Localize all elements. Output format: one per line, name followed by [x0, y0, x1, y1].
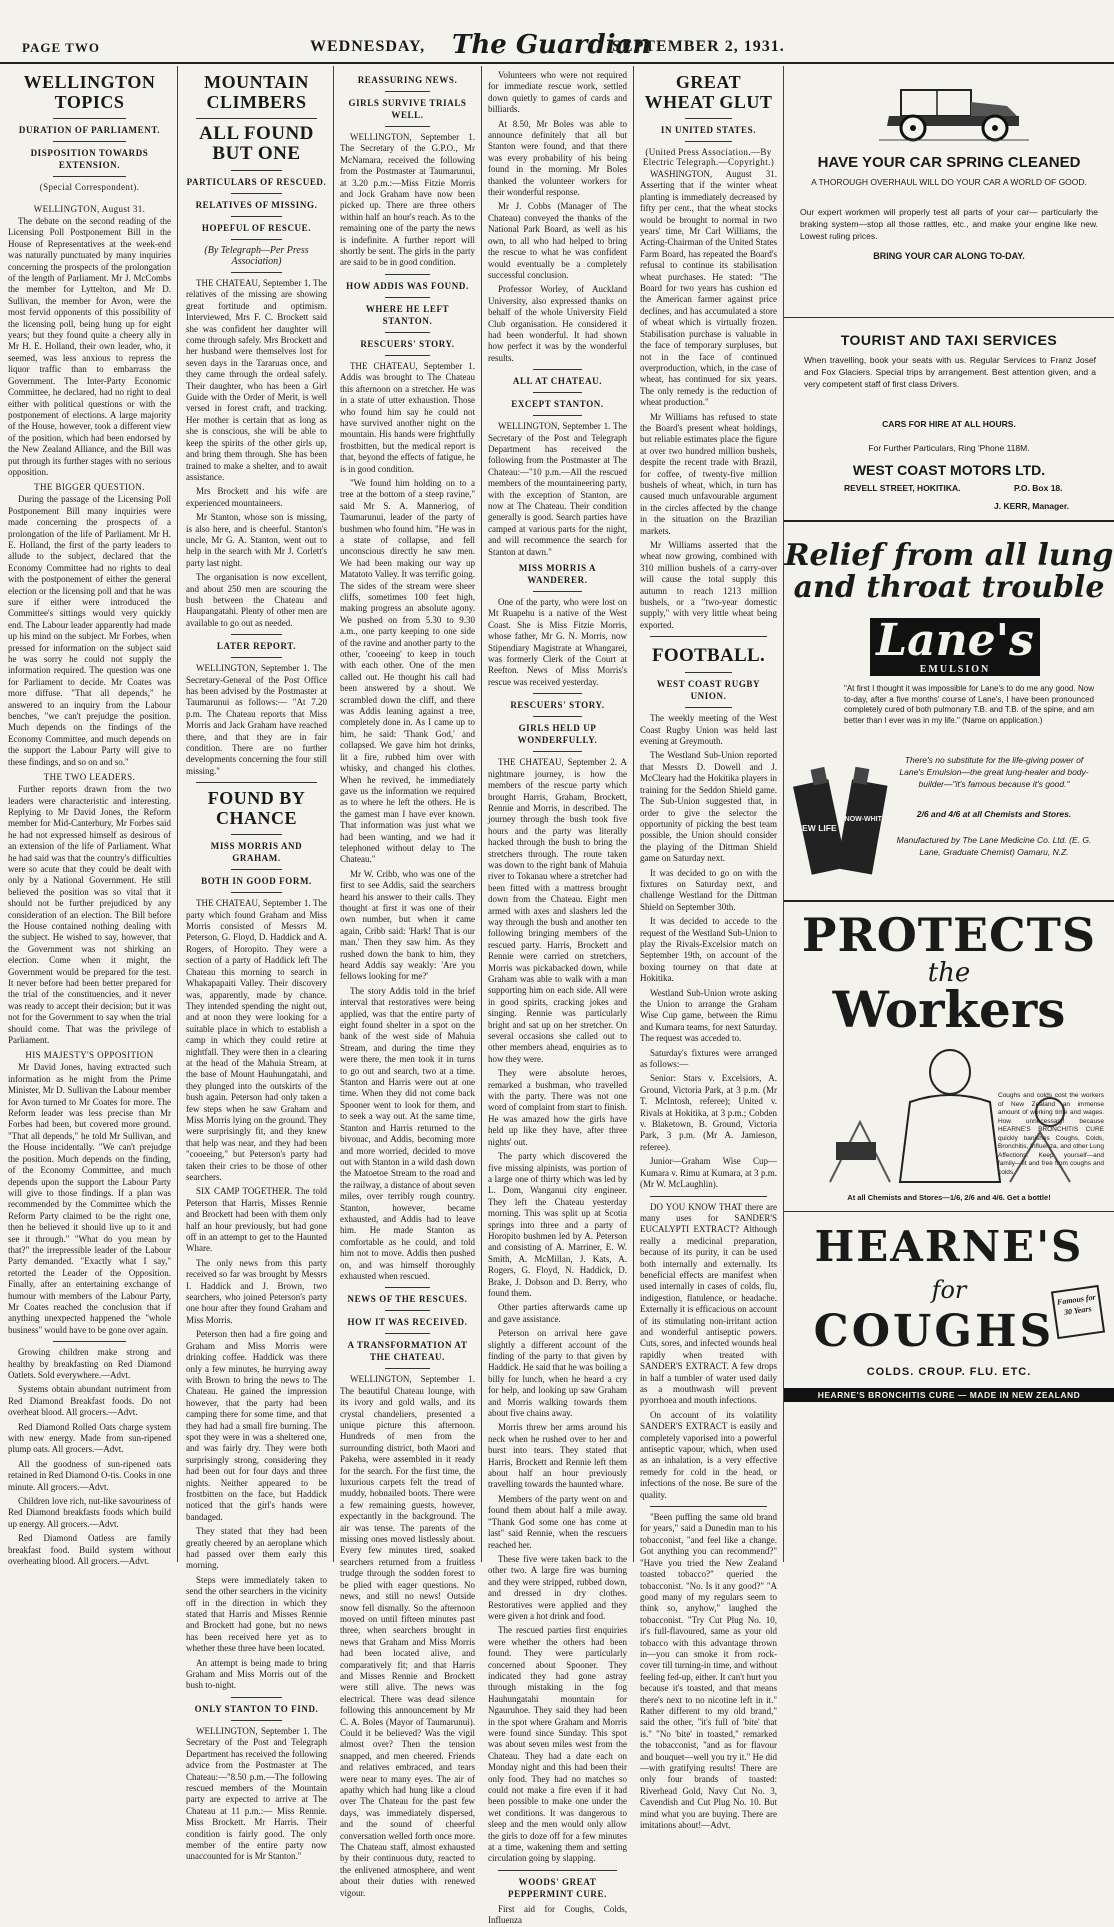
lanes-logo	[870, 615, 1040, 676]
divider	[533, 751, 582, 752]
section-heading: THE BIGGER QUESTION.	[34, 482, 145, 493]
subheading: HOPEFUL OF RESCUE.	[201, 223, 312, 233]
divider	[533, 369, 582, 370]
divider	[231, 657, 282, 658]
divider	[231, 634, 282, 635]
paragraph: WASHINGTON, August 31. Asserting that if the winter wheat planting is immediately decreased by fifty per cent., that the wheat stocks would be brought to normal in two years' time, Mr Carl Williams, the Acting-Chairman of the United States Farm Board, has repeated the Board's refusal to continue its stabilisation wheat purchases. He stated: "The Board for two years has cushion ed the American farmer against price declines, and has accumulated a store of wheat which is virtually frozen. Stabilisation purchase is valuable in the face of temporary surpluses, but not in the face of continued overproduction, which, in the case of wheat, has continued for six years. The only remedy is the reduction of wheat production."	[640, 169, 777, 408]
lanes-headline-2: and throat trouble	[793, 570, 1105, 605]
advert-taxi-services	[784, 318, 1114, 522]
lanes-testimonial: "At first I thought it was impossible for Lane's to do me any good. Now to-day, after a five months' course of Lane's, I have been pronounced completely cured of both pulmonary T.B. and T.B. of the spine, and am better than I ever was in my life." (Name on application.)	[844, 684, 1094, 725]
byline: (By Telegraph—Per Press Association)	[204, 245, 309, 267]
article-title: GREAT WHEAT GLUT	[644, 72, 773, 112]
paragraph: Senior: Stars v. Excelsiors, A. Ground, Victoria Park, at 3 p.m. (Mr T. McIntosh, referee); United v. Rivals at Hokitika, at 3 p.m.; Cobden v. Blaketown, B. Ground, Victoria Park, 3 p.m. (Mr A. Jamieson, referee).	[640, 1073, 777, 1152]
page-number: PAGE TWO	[22, 40, 100, 55]
advert-paragraph: Children love rich, nut-like savouriness of Red Diamond breakfasts foods which build up energy. All grocers.—Advt.	[8, 1496, 171, 1529]
hearnes-brand: HEARNE'S	[814, 1222, 1084, 1271]
firm-name: WEST COAST MOTORS LTD.	[852, 462, 1046, 478]
paragraph: WELLINGTON, September 1. The beautiful Chateau lounge, with its ivory and gold walls, and its crystal chandeliers, presented a unique picture this afternoon. Hundreds of men from the surrounding district, both Maori and Pakeha, were assembled in it ready for the search. For the first time, the luxurious carpets felt the tread of muddy, hobnailed boots. There were a few remaining guests, however, expectantly in the background. The air was tense. The parents of the missing ones moved listlessly about. Every few minutes tired, soaked searchers returned from a fruitless trudge through the sodden forest to be plied with eager questions. No news, and still no news! Outside snow fell dismally. So the afternoon moved on until fifteen minutes past three, when searchers brought in news that Graham and Miss Morris had been located alive, and comparatively fit; and that Harris and Misses Rennie and Brockett were still alive. The news was electrical. There was dead silence following this announcement by Mr C. A. Boles (Mayor of Taumarunui). Could it be believed? Was the vigil almost over? Then the tension snapped, and men cheered. Friends and relatives embraced, and tears were near to many eyes. The air of apathy which had hung like a cloud over The Chateau for the past few days, was immediately dispersed, and the sound of cheerful conversation welled forth once more. The Chateau staff, almost exhausted by their continuous duty, reacted to the enlivened atmosphere, and went about their duties with renewed vigour.	[340, 1374, 475, 1898]
divider	[385, 332, 430, 333]
divider	[685, 672, 732, 673]
divider	[231, 272, 282, 273]
paragraph: WELLINGTON, September 1. The Secretary of the Post and Telegraph Department has received the following from the Postmaster at The Chateau:—"10 p.m.—All the rescued members of the mountaineering party, with the exception of Stanton, are now at The Chateau. Their condition generally is good. Search parties have camped at various parts for the night, and will recommence the search for Stanton at dawn."	[488, 421, 627, 557]
section-heading: NEWS OF THE RESCUES.	[347, 1294, 468, 1305]
divider	[385, 1310, 430, 1311]
section-heading: ALL AT CHATEAU.	[512, 376, 603, 387]
divider	[498, 1870, 617, 1871]
hearnes-price: At all Chemists and Stores—1/6, 2/6 and 4/6. Get a bottle!	[847, 1193, 1051, 1202]
advert-car-service	[784, 66, 1114, 318]
hearnes-for: for	[931, 1276, 967, 1304]
subheading: HOW IT WAS RECEIVED.	[347, 1317, 468, 1328]
article-title: WELLINGTON TOPICS	[23, 72, 156, 112]
taxi-ad-body: When travelling, book your seats with us. Regular Services to Franz Josef and Fox Glaciers. Special trips by arrangement. Best attention given, and a very competent staff of first class Drivers.	[804, 355, 1096, 389]
divider	[650, 1506, 767, 1507]
divider	[650, 1196, 767, 1197]
section-heading: THE TWO LEADERS.	[43, 772, 136, 783]
paragraph: The Westland Sub-Union reported that Messrs D. Dowell and J. McCleary had the Hokitika players in training for the Seddon Shield game. The Sub-Union suggested that, in order to give the selector the opportunity of picking the best team possible, the Union should consider the playing of the Dittman Shield game on Saturday next.	[640, 750, 777, 864]
paragraph: One of the party, who were lost on Mt Ruapehu is a native of the West Coast. She is Miss Fitzie Morris, whose father, Mr G. N. Morris, now Stipendiary Magistrate at Whangarei, was formerly Clerk of the Court at Reefton. News of Miss Morris's rescue was received yesterday.	[488, 597, 627, 687]
subheading: RESCUERS' STORY.	[510, 700, 605, 711]
subheading: WEST COAST RUGBY UNION.	[656, 679, 761, 702]
paragraph: The organisation is now excellent, and about 250 men are scouring the bush between the Chateau and Haupangatahi. Plenty of other men are available to go out as needed.	[186, 572, 327, 628]
paragraph: Westland Sub-Union wrote asking the Union to arrange the Graham Wise Cup game, between the Rimu and Kumara teams, for next Saturday. The request was acceded to.	[640, 987, 777, 1044]
column-wheat-football	[634, 66, 784, 1831]
divider	[231, 1720, 282, 1721]
subheading: WHERE HE LEFT STANTON.	[365, 303, 450, 326]
paragraph: Mrs Brockett and his wife are experienced mountaineers.	[186, 486, 327, 508]
advert-lanes-emulsion	[784, 522, 1114, 1212]
byline: (United Press Association.—By Electric Telegraph.—Copyright.)	[642, 147, 775, 167]
divider	[231, 892, 282, 893]
divider	[231, 193, 282, 194]
paragraph: The debate on the second reading of the Licensing Poll Postponement Bill in the House of Representatives at the week-end was naturally punctuated by many inquiries concerning the prospects of the prolongation of the length of Parliament. Mr J. McCombs the member for Lyttelton, and Mr D. Sullivan, the member for Avon, were the most fervid opponents of this possibility of the licensing poll, being hung up for eight years; but they found quite a cheery ally in Mr H. E. Holland, their own leader, who, it seemed, was less anxious to repress the liquor traffic than to embarrass the Government. The Inter-Party Economic Committee, he declared, had no right to deal either with political questions or with the postponement of elections. A large majority of the House, however, took a different view of the position, which had been endorsed by the New Zealand Alliance, and the Bill was put through its further stages with no serious opposition.	[8, 216, 171, 477]
paragraph: THE CHATEAU, September 2. A nightmare journey, is how the members of the rescue party which brought Harris, Graham, Brockett, Rennie and Morris, in described. The journey through the bush took five hours and the party was literally hacked through the bush to bring the stretchers through. The route taken was down to the right bank of Mahuia river to Tokanau where a stretcher had been fitted with a mattress brought down from the Chateau. Eight men armed with axes and slashers led the way through the bush and another ten following bringing members of the rescued party. Harris, Brockett and Rennie were carried on stretchers, Morris was pickabacked down, while Graham was able to walk with a man supporting him on each side. All were in good spirits, cracking jokes and singing. Rennie was particularly bright and sat up on her stretcher. On several occasions she called out to other members ahead, enquiries as to how they were.	[488, 757, 627, 1064]
section-heading: HIS MAJESTY'S OPPOSITION	[25, 1050, 154, 1061]
protects-headline: PROTECTS	[801, 908, 1097, 962]
paragraph: An attempt is being made to bring Graham and Miss Morris out of the bush to-night.	[186, 1657, 327, 1691]
column-reassuring-news	[334, 66, 482, 1898]
paragraph: At 8.50, Mr Boles was able to announce definitely that all but Stanton were found, and that there was every probability of his being found in the morning. Mr Boles thanked the volunteer workers for their wonderful response.	[488, 118, 627, 198]
bottle-label-new-life: NEW LIFE	[796, 823, 837, 833]
paragraph: Mr Williams asserted that the wheat now growing, combined with 310 million bushels of a carry-over will cause the total supply this autumn to reach 1213 million bushels, or a "two-year domestic supply," with very little wheat being exported.	[640, 540, 777, 630]
paragraph: SIX CAMP TOGETHER. The told Peterson that Harris, Misses Rennie and Brockett had been with them only half an hour previously, but had gone off in an attempt to get to the Haunted Whare.	[186, 1186, 327, 1254]
paragraph: THE CHATEAU, September 1. The party which found Graham and Miss Morris consisted of Messrs M. Peterson, G. Floyd, D. Haddick and A. Rogers, of Horopito. They were a section of a party of Haddick left The Chateau this morning to search in Whakapapaiti Valley. Their discovery was, apparently, made by chance. They intended spending the night out, and at noon they were looking for a suitable place in which to establish a camp in which they could retire at nightfall. They were then in a clearing at the head of the Mahuia Stream, at the base of Mount Hauhungatahi, and they plunged into the outskirts of the bush again. Peterson had only taken a few steps when he saw Graham and Miss Morris lying on the ground. They were surprisingly fit, and they knew that help was near, and they had been "cooeeing," but Peterson's party had taken their cries to be those of other searchers.	[186, 898, 327, 1182]
hearnes-stripe: HEARNE'S BRONCHITIS CURE — MADE IN NEW ZEALAND	[784, 1388, 1114, 1402]
lanes-maker: Manufactured by The Lane Medicine Co. Ltd. (E. G. Lane, Graduate Chemist) Oamaru, N.Z.	[896, 835, 1092, 857]
lanes-emulsion-label: EMULSION	[919, 664, 991, 675]
paragraph: "Been puffing the same old brand for years," said a Dunedin man to his tobacconist, "and feel like a change. Got anything you can recommend?" "Have you tried the New Zealand toasted tobacco?" queried the tobacconist. "No. Is it any good?" "A good many of my regulars seem to think so, anyhow," laughed the tobacconist. "Try Cut Plug No. 10, it's full-flavoured, same as your old tobacco with this advantage thrown in—you can smoke it from rock-cover till turning-in time, and without feeling fed-up, either. It can't hurt you because it's toasted, and that means there's next to no nicotine left in it." Rather different to my old brand," said the other, "it's full of 'bite' that is." "No 'bite' in toasted," remarked the tobacconist, "and as for flavour and bouquet—well you try it." He did—with gratifying results! There are only four brands of toasted: Riverhead Gold, Navy Cut No. 3, Cavendish and Cut Plug No. 10. But mind what you are buying. There are imitations about!—Advt.	[640, 1512, 777, 1831]
hearnes-description: Coughs and colds cost the workers of New Zealand an immense amount of working time and wages. How unnecessary! because HEARNE'S BRONCHITIS CURE quickly banishes Coughs, Colds, Bronchitis, Influenza, and other Lung Affections. Keep yourself—and family—fit and free from coughs and colds.	[998, 1092, 1104, 1176]
paragraph: Morris threw her arms around his neck when he rushed over to her and burst into tears. They stated that Harris, Brockett and Rennie left them about half an hour previously travelling towards the haunted whare.	[488, 1422, 627, 1490]
hearnes-coughs: COUGHS	[813, 1306, 1055, 1357]
firm-manager: J. KERR, Manager.	[994, 501, 1070, 511]
column-advertisements	[784, 66, 1114, 1562]
paragraph: THE CHATEAU, September 1. Addis was brought to The Chateau this afternoon on a stretcher. He was in a state of utter exhaustion. Those who found him say he could not have survived another night on the mountain. His hands were frightfully frostbitten, but the medical report is that, beyond the effects of fatigue, he is in good condition.	[340, 360, 475, 474]
paragraph: The rescued parties first enquiries were whether the others had been found. They were particularly concerned about Spooner. They indicated they had gone astray through mistaking in the fog Hauhungatahi mountain for Ngauruhoe. They said they had been in the spot where Graham and Morris were found since Sunday. This spot was about seven miles west from the Chateau. They had a date each on Monday night and this had been their only food. They had no matches so could not make a fire even if it had been possible to make one under the wet conditions. It was dangerous to sleep and the men would only allow the girls to doze off for a few minutes at a time, wakening them and setting circulation going by slapping.	[488, 1625, 627, 1864]
section-heading: WOODS' GREAT PEPPERMINT CURE.	[508, 1876, 607, 1899]
paragraph: WELLINGTON, September 1. The Secretary-General of the Post Office has been advised by the Postmaster at Taumarunui as follows:— "At 7.20 p.m. The Chateau reports that Miss Morris and Jack Graham have reached there, and that they are in fair condition. There are no further developments concerning the four still missing."	[186, 663, 327, 776]
divider	[231, 834, 282, 835]
taxi-ad-phone: For Further Particulars, Ring 'Phone 118M.	[868, 443, 1030, 453]
paragraph: Peterson on arrival here gave slightly a different account of the finding of the party to that given by Haddick. He said that he was boiling a billy for lunch, when he heard a cry for help, and looking up saw Graham and Morris walking towards them about five chains away.	[488, 1328, 627, 1419]
subheading: GIRLS SURVIVE TRIALS WELL.	[348, 98, 467, 120]
taxi-ad-heading: TOURIST AND TAXI SERVICES	[840, 332, 1058, 348]
divider	[53, 1341, 126, 1342]
divider	[231, 239, 282, 240]
article-title: FOOTBALL.	[651, 645, 766, 667]
section-heading: HOW ADDIS WAS FOUND.	[346, 280, 469, 291]
car-ad-cta: BRING YOUR CAR ALONG TO-DAY.	[873, 251, 1025, 261]
subheading: RELATIVES OF MISSING.	[195, 200, 318, 210]
byline: (Special Correspondent).	[39, 182, 140, 192]
divider	[53, 141, 126, 142]
divider	[385, 91, 430, 92]
paragraph: Other parties afterwards came up and gave assistance.	[488, 1302, 627, 1324]
advert-paragraph: All the goodness of sun-ripened oats retained in Red Diamond O-tis. Cooks in one minute. All grocers.—Advt.	[8, 1458, 171, 1492]
hearnes-conditions: COLDS. CROUP. FLU. ETC.	[866, 1366, 1032, 1378]
article-title: FOUND BY CHANCE	[207, 788, 306, 829]
car-ad-subheading: A THOROUGH OVERHAUL WILL DO YOUR CAR A WORLD OF GOOD.	[811, 177, 1087, 187]
divider	[685, 118, 732, 119]
paragraph: THE CHATEAU, September 1. The relatives of the missing are showing great fortitude and optimism. Interviewed, Mrs F. C. Brockett said she was confident her daughter will come through safely. Mrs Brockett and her husband were themselves lost for seven days in the Tararuas once, and they came through the ordeal safely. Their daughter, who has been a Girl Guide with the Order of Merit, is well versed in forest craft, and tracking. Her mother is certain that as long as she is conscious, she will be able to keep the spirits of the other girls up, and bring them through. She has been trained to make a shelter, and to await assistance.	[186, 278, 327, 482]
paragraph: Mr Stanton, whose son is missing, is also here, and is cheerful. Stanton's uncle, Mr G. A. Stanton, went out to help in the search with Mr J. Corlett's party last night.	[186, 512, 327, 568]
protects-the: the	[927, 958, 971, 988]
article-title-secondary: ALL FOUND BUT ONE	[199, 123, 314, 164]
subheading: RESCUERS' STORY.	[360, 338, 455, 349]
paragraph: First aid for Coughs, Colds, Influenza	[488, 1903, 627, 1926]
bottle-label-snow: SNOW-WHITE	[840, 816, 887, 823]
divider	[385, 1333, 430, 1334]
paragraph: WELLINGTON, September 1. The Secretary of the Post and Telegraph Department has received the following advice from the Postmaster at The Chateau:—"8.50 p.m.—The following rescued members of the Mountain party are expected to arrive at The Chateau at 11 p.m.:— Miss Rennie. Miss Brockett. Mr Harris. Their condition is fairly good. The only member of the entire party now unaccounted for is Mr Stanton."	[186, 1725, 327, 1862]
subheading: EXCEPT STANTON.	[511, 399, 604, 410]
divider	[533, 591, 582, 592]
divider	[685, 707, 732, 708]
divider	[385, 355, 430, 356]
car-ad-heading: HAVE YOUR CAR SPRING CLEANED	[817, 154, 1081, 171]
section-heading: ONLY STANTON TO FIND.	[194, 1703, 319, 1714]
car-ad-body: Our expert workmen will properly test all parts of your car— particularly the braking system—stop all those rattles, etc., and make your engine like new. Lowest ruling prices.	[800, 207, 1098, 241]
dateline: WELLINGTON, August 31.	[33, 204, 146, 214]
car-illustration	[879, 76, 1029, 144]
workers-headline: Workers	[832, 980, 1066, 1039]
paragraph: Peterson then had a fire going and Graham and Miss Morris were drinking coffee. Haddick was there only a few minutes, he hurrying away with Brown to bring the news to The Chateau. He gained the impression however, that the party had been camping there for some time, and that they had had a small fire burning. The spot they were in was a sheltered one, and was fairly dry. They were both surprisingly strong, considering they had been out for four days and three nights. Neither appeared to be frostbitten on the face, but Haddick noticed that the girl's hands were bandaged.	[186, 1329, 327, 1522]
subheading: MISS MORRIS AND GRAHAM.	[210, 841, 303, 864]
subheading: A TRANSFORMATION AT THE CHATEAU.	[347, 1340, 468, 1363]
subheading: PARTICULARS OF RESCUED.	[186, 177, 327, 187]
paragraph: They stated that they had been greatly cheered by an aeroplane which had passed over them early this morning.	[186, 1526, 327, 1571]
advert-paragraph: Red Diamond Oatless are family breakfast food. Build system without overheating blood. All grocers.—Advt.	[8, 1533, 171, 1567]
divider	[385, 274, 430, 275]
masthead-day: WEDNESDAY,	[310, 38, 426, 55]
divider	[231, 170, 282, 171]
paragraph: Professor Worley, of Auckland University, also expressed thanks on behalf of the whole University Field Club organisation. He considered it had been wonderful. It had shown how perfect it was by the wonderful results.	[488, 284, 627, 363]
subheading: GIRLS HELD UP WONDERFULLY.	[517, 723, 598, 746]
paragraph: These five were taken back to the other two. A large fire was burning and they were stripped, rubbed down, and dressed in dry clothes. Restoratives were applied and they were given a hot drink and food.	[488, 1553, 627, 1621]
lanes-description: There's no substitute for the life-giving power of Lane's Emulsion—the great lung-healer and body-builder—"it's famous because it's good."	[899, 755, 1089, 789]
masthead	[0, 0, 1114, 64]
divider	[685, 141, 732, 142]
divider	[53, 118, 126, 119]
paragraph: Members of the party went on and found them about half a mile away. "Thank God some one has come at last" said Rennie, when the rescuers reached her.	[488, 1493, 627, 1550]
divider	[533, 415, 582, 416]
divider	[385, 297, 430, 298]
paragraph: Further reports drawn from the two leaders were characteristic and interesting. Replying to Mr David Jones, the Reform member for Mid-Canterbury, Mr Forbes said he had not expressed himself as desirous of an extension of the life of Parliament. What he had said was that the country's difficulties were so acute that they could be dealt with only by a National Government. He still believed the position was so vital that it should not be further prejudiced by any consideration of an election. The Bill before the House contained nothing dealing with the subject. He wished to say, however, that the Government was not shirking an election. Come when it might, the Government would be prepared for the test. It never before had been better prepared for the trial of the constituencies, and it never was ready to accept their decision; but it was not for the Government to say when the trial should come. That was the privilege of Parliament.	[8, 784, 171, 1046]
paragraph: They were absolute heroes, remarked a bushman, who travelled with the party. There was not one word of complaint from start to finish. He was amazed how the girls have held up like they have, after three nights' out.	[488, 1068, 627, 1147]
lanes-brand: Lane's	[876, 615, 1034, 666]
paragraph: Mr W. Cribb, who was one of the first to see Addis, said the searchers heard his answer to their calls. They thought at first it was one of their own number, but when it came again, Cribb said: 'Hark! That is our man.' Then they saw him. As they rushed down the bank to him, they heard Addis say weakly: 'Are you fellows looking for me?'	[340, 868, 475, 982]
firm-po-box: P.O. Box 18.	[1014, 483, 1063, 493]
paragraph: Volunteers who were not required for immediate rescue work, settled down quietly to games of cards and billiards.	[488, 70, 627, 115]
paragraph: Steps were immediately taken to send the other searchers in the vicinity off in the direction in which they stated that Harris and Misses Rennie and Brockett had gone, but no news has been received here yet as to whether these three have been located.	[186, 1574, 327, 1654]
lanes-headline-1: Relief from all lung	[784, 538, 1114, 573]
divider	[385, 1287, 430, 1288]
paragraph: The party which discovered the five missing alpinists, was portion of a large one of thirty which was led by L. Dom, Wanganui city engineer. They left the Chateau yesterday morning. This was split up at Scotia springs into three and a party of Horopito bushmen led by A. Peterson and consisting of A. Marriner, E. W. Smith, A. McMillan, J. Kats, A. Rogers, G. Floyd, N. Haddick, D. Brake, J. Dobson and D. Berry, who found them.	[488, 1151, 627, 1298]
famous-badge: Famous for 30 Years	[1051, 1285, 1105, 1339]
column-rescue-continued	[482, 66, 634, 1926]
advert-paragraph: Systems obtain abundant nutriment from Red Diamond Breakfast foods. Do not overheat blood. All grocers.—Advt.	[8, 1384, 171, 1418]
paragraph: Junior—Graham Wise Cup—Kumara v. Rimu at Kumara, at 3 p.m. (Mr W. McLaughlin).	[640, 1156, 777, 1190]
divider	[385, 1368, 430, 1369]
section-heading: LATER REPORT.	[216, 641, 297, 652]
firm-address: REVELL STREET, HOKITIKA.	[844, 483, 961, 493]
taxi-ad-hire: CARS FOR HIRE AT ALL HOURS.	[882, 419, 1016, 429]
divider	[196, 782, 317, 783]
subheading: DISPOSITION TOWARDS EXTENSION.	[30, 148, 149, 170]
paragraph: DO YOU KNOW THAT there are many uses for SANDER'S EUCALYPTI EXTRACT? Although really a medicinal preparation, because of its purity, it can be used both internally and externally. Its beneficial effects are manifest when used internally in cases of colds, flu, indigestion, flatulence, or headache. Externally it is efficacious on account of its stimulating non-irritant action and wonderful antiseptic powers. Cuts, sores, and infected wounds heal rapidly when treated with SANDER'S EXTRACT. A few drops in half a tumbler of water used daily as a mouthwash will prevent pyorrhoea and mouth infections.	[640, 1201, 777, 1406]
paragraph: During the passage of the Licensing Poll Postponement Bill many inquiries were made concerning the prospects of a prolongation of the life of Parliament. Mr H. E. Holland, the first of the party leaders to allude to the subject, declared that the Economy Committee had no rights to deal with the postponement of either the general election or the licensing poll and that he was sure if either were introduced the Committee's sittings would very quickly end. The Labour leader apparently had made up his mind on the subject. Mr Forbes, when pressed for information on the subject said he was sorry he could not supply the information required. The question was one for Parliament to decide. Mr Coates was more diffuse. "That all depends," he answered to an inquiry from the Labour benches, "we can't prejudge the position. Much depends on the findings of the Economy Committee, and much depends on the support the Labour Party will give to these findings, and so on and so."	[8, 494, 171, 767]
section-heading: REASSURING NEWS.	[357, 75, 458, 85]
divider	[231, 869, 282, 870]
advert-hearnes-coughs	[784, 1212, 1114, 1562]
divider	[650, 636, 767, 637]
divider	[53, 176, 126, 177]
column-wellington-topics	[2, 66, 178, 1567]
newspaper-title: The Guardian	[452, 30, 652, 60]
paragraph: WELLINGTON, September 1. The Secretary of the G.P.O., Mr McNamara, received the following from the Postmaster at Taumarunui, at 3.20 p.m.:—Miss Fitzie Morris and Jock Graham have now been picked up. There are three others within half an hour's reach. As to the remaining one of the party the news is indefinite. A further report will shortly be sent. The girls in the party are said to be in good condition.	[340, 132, 475, 268]
subheading: MISS MORRIS A WANDERER.	[518, 563, 597, 586]
advert-paragraph: Red Diamond Rolled Oats charge system with new energy. Made from sun-ripened plump oats. All grocers.—Advt.	[8, 1421, 171, 1455]
paragraph: "We found him holding on to a tree at the bottom of a steep ravine," said Mr S. A. Manneriog, of Taumarunui, leader of the party of bushmen who found him. "He was in a state of collapse, and fell unconscious directly he saw men. We had been making our way up Matatoto Valley. It was terrific going. The sides of the stream were sheer cliffs, sometimes 100 feet high, making progress an absolute agony. We pushed on from 5.30 to 9.30 a.m., one party keeping to one side of the ravine and another party to the other, 'cooeeing' to keep in touch with each other. One of the men called out. He thought his call had been answered by a shout. We scrambled down the cliff, and there was Addis leaning against a tree, completely done in. As I came up to him, he said: 'Thank God,' and collapsed. We gave him hot drinks, lit a fire, rubbed him over with whisky, and changed his clothes. When he revived, he immediately gave us the information we required as to where he left the others. He is the gamest man I have ever known. That information was just what we had been wanting, and we had it telephoned without delay to The Chateau."	[340, 477, 475, 865]
paragraph: It was decided to accede to the request of the Westland Sub-Union to play the Rivals-Excelsior match on September 19th, on account of the boxing tourney on that date at Hokitika.	[640, 916, 777, 984]
paragraph: The weekly meeting of the West Coast Rugby Union was held last evening at Greymouth.	[640, 713, 777, 747]
divider	[533, 392, 582, 393]
paragraph: Mr J. Cobbs (Manager of The Chateau) conveyed the thanks of the National Park Board, as well as his own, to all who had helped to bring the rescue to what he was confident would eventually be a completely successful conclusion.	[488, 201, 627, 280]
divider	[385, 126, 430, 127]
masthead-date: SEPTEMBER 2, 1931.	[612, 38, 785, 55]
advert-paragraph: Growing children make strong and healthy by breakfasting on Red Diamond Oatlets. Sold everywhere.—Advt.	[8, 1347, 171, 1380]
paragraph: On account of its volatility SANDER'S EXTRACT is easily and completely vaporised into a powerful antiseptic vapour, which, when used as an inhalation, is a very effective remedy for cold in the head, or infections of the nose. Be sure of the quality.	[640, 1409, 777, 1500]
subheading: DURATION OF PARLIAMENT.	[18, 125, 161, 135]
divider	[231, 216, 282, 217]
article-title: MOUNTAIN CLIMBERS	[204, 72, 309, 112]
divider	[533, 693, 582, 694]
paragraph: Mr Williams has refused to state the Board's present wheat holdings, but reliable estimates place the figure at over two hundred million bushels, despite the recent trade with Brazil, for coffee, of twenty-five million bushels of wheat, which, in turn has caused much unfavourable argument in the circles affected by the change in the situation on the Brazilian markets.	[640, 411, 777, 536]
paragraph: The story Addis told in the brief interval that restoratives were being applied, was that the entire party of eight found shelter in a spot on the bank of the west side of Mahuia Stream, and during the time they were there, the men took it in turns to go out and search, two at a time. Stanton and Harris were out at one time. When they did not come back Spooner went to look for them, and to seek a way out. At the same time, Stanton and Harris returned to the bivouac, and Addis, becoming more and more worried, decided to move out with Stanton in a wild dash down the Matoetoe Stream to the road and the railway, a distance of about seven miles, over terribly rough country. Stanton, however, became exhausted, and Addis had to leave him. He made Stanton as comfortable as he could, and told him not to move. Addis then pushed on, and was himself thoroughly exhausted when rescued.	[340, 985, 475, 1281]
paragraph: The only news from this party received so far was brought by Messrs I. Haddick and J. Brown, two searchers, who joined Peterson's party one hour after they found Graham and Miss Morris.	[186, 1257, 327, 1325]
column-mountain-climbers	[180, 66, 334, 1862]
paragraph: Saturday's fixtures were arranged as follows:—	[640, 1047, 777, 1070]
paragraph: Mr David Jones, having extracted such information as he might from the Prime Minister, Mr D. Sullivan the Labour member for Avon turned to Mr Coates for more. The Reform leader was less precise than Mr Forbes had been, but covered more ground. "That all depends," he told Mr Sullivan, and the House incidentally. "We can't prejudge the position. Much depends on the finding, of the Economy Committee, and much depends upon the support the Labour Party will give to those findings. If a plan was recommended by the Committee which the Reform Party claimed to be the right one, then he believed it should live up to it and see it through." "What do you mean by that?" the irrepressible leader of the Labour Party demanded. "Exactly what I say," retorted the Leader of the Opposition. Finally, after an entertaining exchange of humour with members of the Labour Party, Mr Coates reached the conclusion that if anything unexpected happened the "whole business" would have to be gone over again.	[8, 1062, 171, 1335]
paragraph: It was decided to go on with the fixtures on Saturday next, and challenge Westland for the Dittman Shield on September 30th.	[640, 867, 777, 912]
subheading: IN UNITED STATES.	[660, 125, 757, 135]
subheading: BOTH IN GOOD FORM.	[201, 876, 312, 887]
divider	[533, 716, 582, 717]
divider	[231, 1697, 282, 1698]
lanes-price: 2/6 and 4/6 at all Chemists and Stores.	[916, 809, 1072, 819]
divider	[196, 118, 317, 119]
